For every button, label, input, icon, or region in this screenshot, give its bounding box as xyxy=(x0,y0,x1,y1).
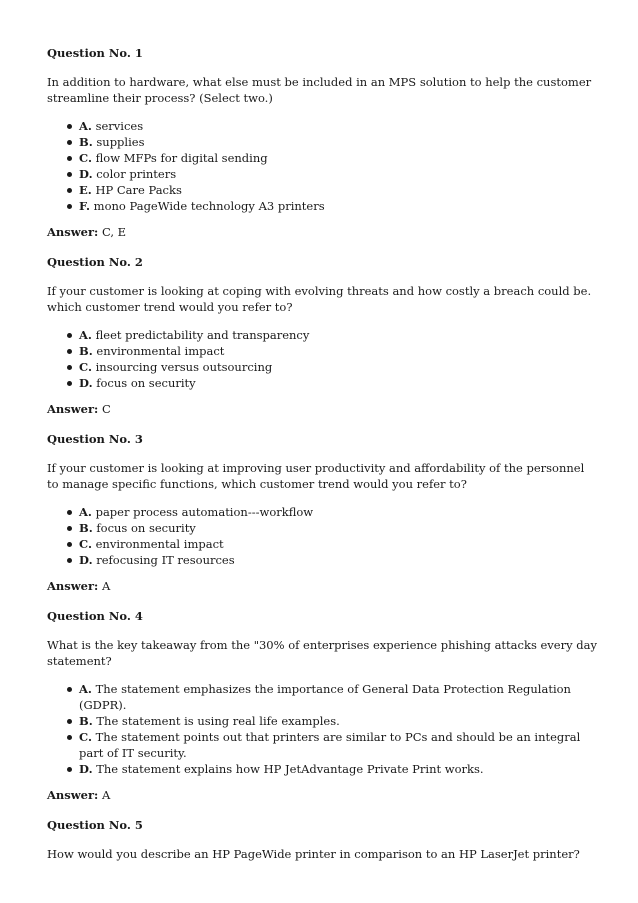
option-text: refocusing IT resources xyxy=(96,553,235,567)
options-list xyxy=(47,681,598,777)
option-text: The statement points out that printers are similar to PCs and should be an integral part of IT security. xyxy=(79,730,581,760)
option-letter: B. xyxy=(79,135,93,149)
options-list xyxy=(47,504,598,568)
option-item xyxy=(79,134,598,150)
option-item xyxy=(79,713,598,729)
question-text: If your customer is looking at coping with evolving threats and how costly a breach could be. which customer trend would you refer to? xyxy=(47,284,592,314)
option-letter: B. xyxy=(79,714,93,728)
option-item xyxy=(79,681,598,713)
option-text: services xyxy=(95,119,144,133)
question-block-2 xyxy=(47,254,598,417)
option-item xyxy=(79,166,598,182)
option-letter: D. xyxy=(79,553,93,567)
question-text: How would you describe an HP PageWide printer in comparison to an HP LaserJet printer? xyxy=(47,847,580,861)
question-block-5 xyxy=(47,817,598,862)
answer-label: Answer: xyxy=(47,788,99,802)
question-title: Question No. 4 xyxy=(47,609,143,623)
question-text: In addition to hardware, what else must be included in an MPS solution to help the customer streamline their process? (Select two.) xyxy=(47,75,592,105)
option-text: fleet predictability and transparency xyxy=(95,328,310,342)
option-letter: E. xyxy=(79,183,92,197)
option-letter: B. xyxy=(79,344,93,358)
option-letter: D. xyxy=(79,762,93,776)
option-text: The statement emphasizes the importance of General Data Protection Regulation (GDPR). xyxy=(79,682,571,712)
question-title: Question No. 1 xyxy=(47,46,143,60)
option-text: mono PageWide technology A3 printers xyxy=(93,199,325,213)
option-letter: C. xyxy=(79,730,92,744)
option-text: environmental impact xyxy=(95,537,224,551)
option-letter: D. xyxy=(79,376,93,390)
option-text: The statement explains how HP JetAdvantage Private Print works. xyxy=(96,762,484,776)
option-item xyxy=(79,198,598,214)
option-letter: A. xyxy=(79,119,92,133)
option-item xyxy=(79,359,598,375)
option-item xyxy=(79,375,598,391)
question-block-1 xyxy=(47,45,598,240)
options-list xyxy=(47,118,598,214)
answer-label: Answer: xyxy=(47,402,99,416)
question-text: If your customer is looking at improving user productivity and affordability of the personnel to manage specific functions, which customer trend would you refer to? xyxy=(47,461,585,491)
option-item xyxy=(79,343,598,359)
option-item xyxy=(79,150,598,166)
option-letter: F. xyxy=(79,199,91,213)
option-letter: A. xyxy=(79,505,92,519)
option-item xyxy=(79,182,598,198)
option-item xyxy=(79,552,598,568)
answer-label: Answer: xyxy=(47,225,99,239)
option-text: focus on security xyxy=(96,376,196,390)
option-text: insourcing versus outsourcing xyxy=(95,360,273,374)
answer-value: C xyxy=(101,402,111,416)
option-text: focus on security xyxy=(96,521,196,535)
question-title: Question No. 3 xyxy=(47,432,143,446)
answer-value: C, E xyxy=(101,225,127,239)
options-list xyxy=(47,327,598,391)
option-item xyxy=(79,536,598,552)
option-text: The statement is using real life examples. xyxy=(96,714,340,728)
option-item xyxy=(79,520,598,536)
question-block-4 xyxy=(47,608,598,803)
option-item xyxy=(79,504,598,520)
answer-line xyxy=(47,787,598,803)
answer-line xyxy=(47,224,598,240)
option-text: paper process automation---workflow xyxy=(95,505,314,519)
option-letter: A. xyxy=(79,682,92,696)
question-block-3 xyxy=(47,431,598,594)
option-text: environmental impact xyxy=(96,344,225,358)
answer-value: A xyxy=(101,579,111,593)
answer-line xyxy=(47,401,598,417)
option-text: flow MFPs for digital sending xyxy=(95,151,268,165)
option-letter: A. xyxy=(79,328,92,342)
answer-value: A xyxy=(101,788,111,802)
option-letter: C. xyxy=(79,151,92,165)
option-letter: B. xyxy=(79,521,93,535)
option-item xyxy=(79,729,598,761)
question-title: Question No. 5 xyxy=(47,818,143,832)
option-text: HP Care Packs xyxy=(95,183,182,197)
option-item xyxy=(79,327,598,343)
option-item xyxy=(79,761,598,777)
question-title: Question No. 2 xyxy=(47,255,143,269)
option-letter: D. xyxy=(79,167,93,181)
answer-line xyxy=(47,578,598,594)
option-letter: C. xyxy=(79,537,92,551)
option-letter: C. xyxy=(79,360,92,374)
answer-label: Answer: xyxy=(47,579,99,593)
option-text: color printers xyxy=(96,167,177,181)
option-item xyxy=(79,118,598,134)
option-text: supplies xyxy=(96,135,145,149)
question-text: What is the key takeaway from the "30% of enterprises experience phishing attacks every day statement? xyxy=(47,638,597,668)
